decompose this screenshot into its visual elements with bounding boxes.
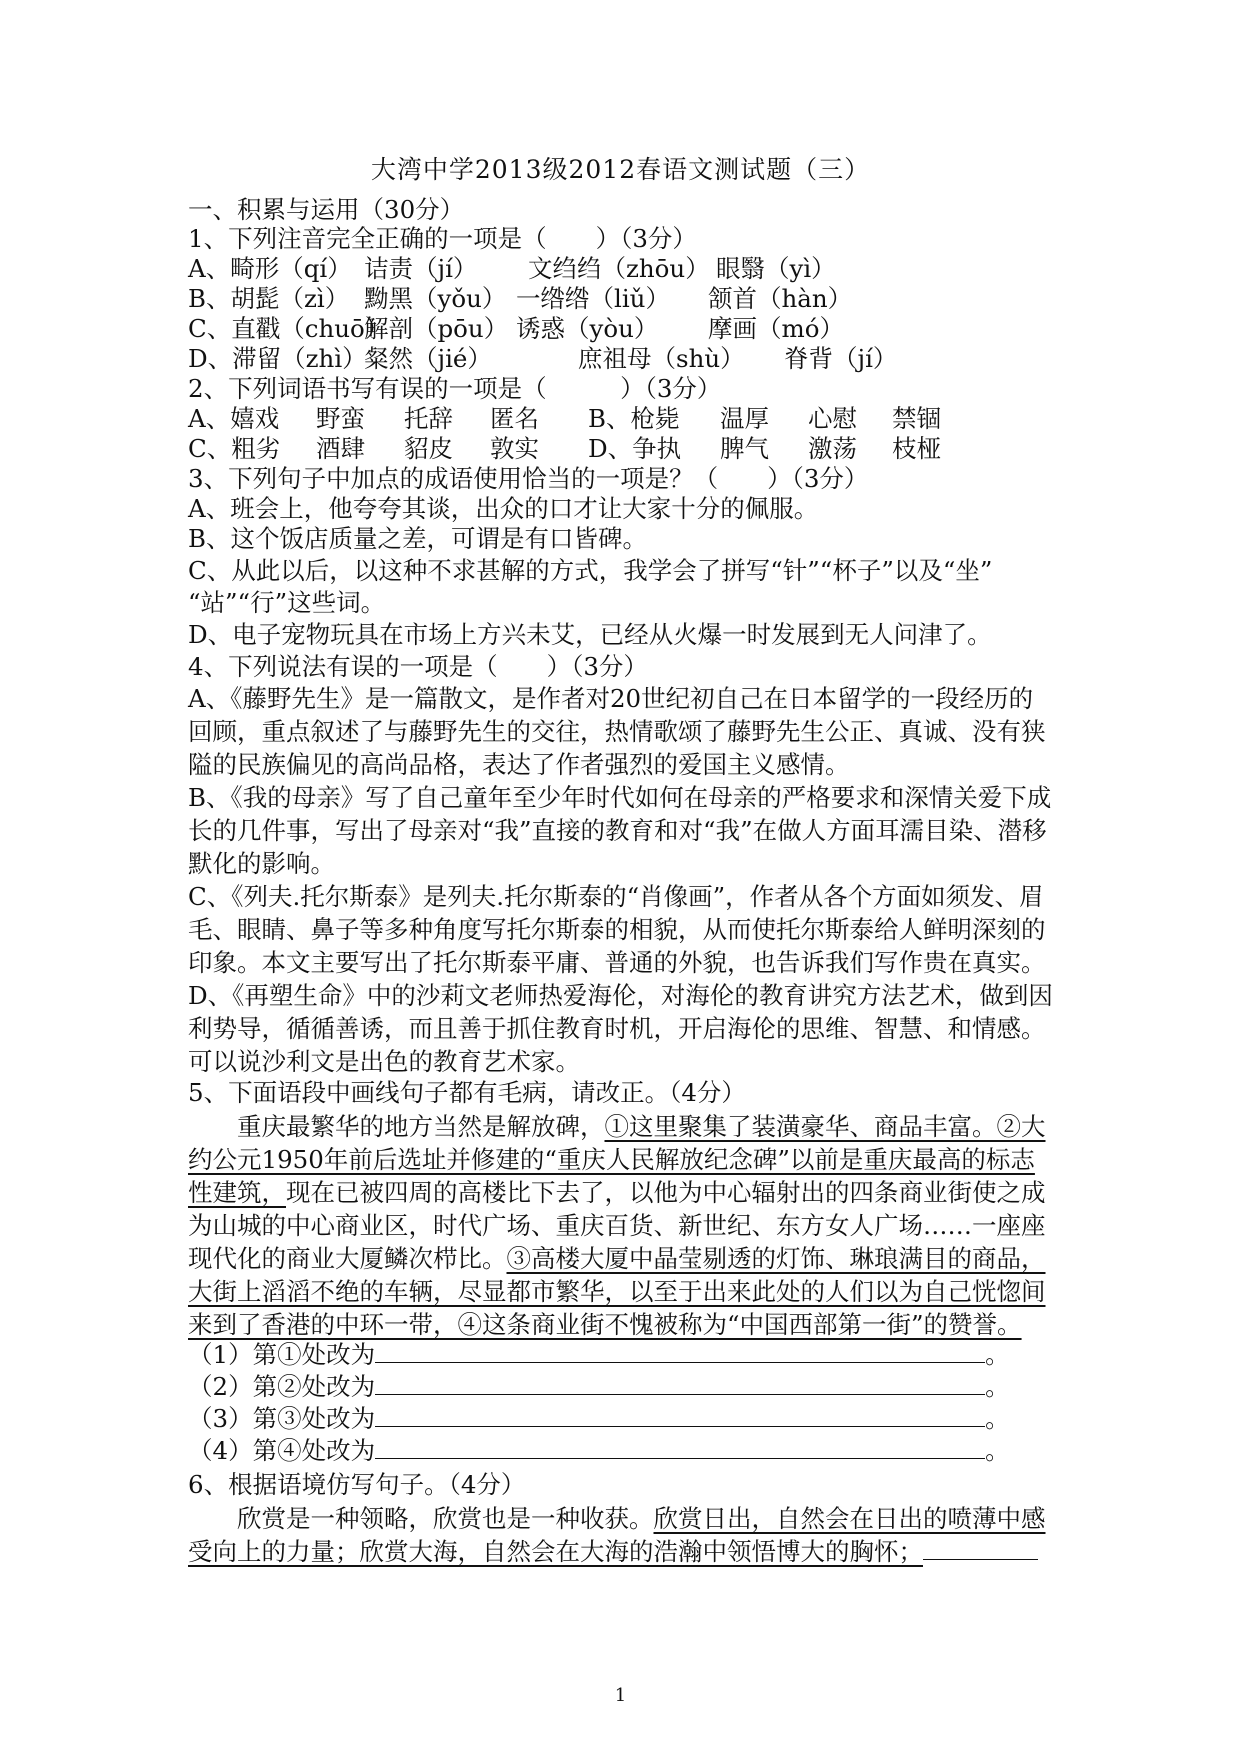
q6-stem: 6、根据语境仿写句子。（4分） <box>188 1470 526 1499</box>
q1-cell: 解剖（pōu） <box>364 314 509 343</box>
answer-end: 。 <box>985 1436 1010 1465</box>
answer-blank[interactable] <box>375 1340 985 1363</box>
q5-answer-1 <box>188 1340 1010 1370</box>
answer-label: （3）第③处改为 <box>188 1404 376 1433</box>
q4-option-c: C、《列夫.托尔斯泰》是列夫.托尔斯泰的“肖像画”，作者从各个方面如须发、眉毛、眼睛、鼻子等多种角度写托尔斯泰的相貌，从而使托尔斯泰给人鲜明深刻的印象。本文主要写出了托尔斯泰平庸、普通的外貌，也告诉我们写作贵在真实。 <box>188 882 1046 977</box>
q5-sentence-2: ②大约公元1950年前后选址并修建的“重庆人民解放纪念碑”以前是重庆最高的标志性建筑， <box>188 1112 1046 1207</box>
page-title: 大湾中学2013级2012春语文测试题（三） <box>370 155 871 184</box>
q5-passage <box>188 1110 1056 1341</box>
q1-cell: C、直戳（chuō） <box>188 314 390 343</box>
q2-cell: C、粗劣 <box>188 434 281 463</box>
q3-stem: 3、下列句子中加点的成语使用恰当的一项是？（ ）（3分） <box>188 464 869 493</box>
q1-cell: 诘责（jí） <box>364 254 478 283</box>
answer-end: 。 <box>985 1340 1010 1369</box>
q1-cell: 文绉绉（zhōu） <box>528 254 710 283</box>
q1-cell: D、滞留（zhì） <box>188 344 367 373</box>
q2-cell: 敦实 <box>490 434 539 463</box>
q5-answer-2 <box>188 1372 1010 1402</box>
answer-blank[interactable] <box>375 1404 985 1427</box>
q2-cell: 心慰 <box>808 404 857 433</box>
q1-cell: 诱惑（yòu） <box>516 314 659 343</box>
answer-label: （2）第②处改为 <box>188 1372 376 1401</box>
q1-cell: B、胡髭（zì） <box>188 284 350 313</box>
q1-cell: 黝黑（yǒu） <box>364 284 507 313</box>
q2-cell: 貂皮 <box>404 434 453 463</box>
q2-cell: 温厚 <box>720 404 769 433</box>
q6-answer-blank[interactable] <box>923 1541 1038 1560</box>
q1-cell: A、畸形（qí） <box>188 254 352 283</box>
q3-option-c-cont: “站”“行”这些词。 <box>188 588 386 617</box>
q2-cell: 激荡 <box>808 434 857 463</box>
q2-cell: 匿名 <box>490 404 539 433</box>
q1-cell: 粲然（jié） <box>364 344 492 373</box>
q6-passage <box>188 1502 1056 1568</box>
q6-example-sentence: 欣赏日出，自然会在日出的喷薄中感受向上的力量；欣赏大海，自然会在大海的浩瀚中领悟博大的胸怀； <box>188 1504 1046 1566</box>
q4-option-b: B、《我的母亲》写了自己童年至少年时代如何在母亲的严格要求和深情关爱下成长的几件事，写出了母亲对“我”直接的教育和对“我”在做人方面耳濡目染、潜移默化的影响。 <box>188 783 1052 878</box>
q2-cell: 野蛮 <box>316 404 365 433</box>
q5-stem: 5、下面语段中画线句子都有毛病，请改正。（4分） <box>188 1078 746 1107</box>
q1-cell: 庶祖母（shù） <box>578 344 745 373</box>
q6-passage-text: 欣赏是一种领略，欣赏也是一种收获。 <box>188 1504 654 1533</box>
answer-label: （4）第④处改为 <box>188 1436 376 1465</box>
q2-cell: 脾气 <box>720 434 769 463</box>
q2-cell: 枝桠 <box>892 434 941 463</box>
q3-option-b: B、这个饭店质量之差，可谓是有口皆碑。 <box>188 524 648 553</box>
q1-cell: 颔首（hàn） <box>708 284 853 313</box>
q5-sentence-1: ①这里聚集了装潢豪华、商品丰富。 <box>604 1112 997 1141</box>
q4-option-d: D、《再塑生命》中的沙莉文老师热爱海伦，对海伦的教育讲究方法艺术，做到因利势导，循循善诱，而且善于抓住教育时机，开启海伦的思维、智慧、和情感。可以说沙利文是出色的教育艺术家。 <box>188 981 1053 1076</box>
q2-stem: 2、下列词语书写有误的一项是（ ）（3分） <box>188 374 722 403</box>
answer-blank[interactable] <box>375 1372 985 1395</box>
q4-stem: 4、下列说法有误的一项是（ ）（3分） <box>188 652 648 681</box>
q1-cell: 摩画（mó） <box>708 314 844 343</box>
q4-option-a: A、《藤野先生》是一篇散文，是作者对20世纪初自己在日本留学的一段经历的回顾，重点叙述了与藤野先生的交往，热情歌颂了藤野先生公正、真诚、没有狭隘的民族偏见的高尚品格，表达了作者强烈的爱国主义感情。 <box>188 684 1046 779</box>
q5-answer-3 <box>188 1404 1010 1434</box>
q1-cell: 眼翳（yì） <box>716 254 836 283</box>
q2-cell: A、嬉戏 <box>188 404 280 433</box>
q5-sentence-4: ④这条商业街不愧被称为“中国西部第一街”的赞誉。 <box>457 1310 1022 1339</box>
q5-sentence-3: ③高楼大厦中晶莹剔透的灯饰、琳琅满目的商品，大街上滔滔不绝的车辆，尽显都市繁华，以至于出来此处的人们以为自己恍惚间来到了香港的中环一带， <box>188 1244 1046 1339</box>
q2-cell: D、争执 <box>588 434 682 463</box>
q5-answer-4 <box>188 1436 1010 1466</box>
q2-cell: B、枪毙 <box>588 404 680 433</box>
section-heading: 一、积累与运用（30分） <box>188 195 465 224</box>
q1-cell: 一绺绺（liǔ） <box>516 284 670 313</box>
q2-cell: 托辞 <box>404 404 453 433</box>
q2-cell: 禁锢 <box>892 404 941 433</box>
q2-cell: 酒肆 <box>316 434 365 463</box>
answer-label: （1）第①处改为 <box>188 1340 376 1369</box>
q1-stem: 1、下列注音完全正确的一项是（ ）（3分） <box>188 224 697 253</box>
answer-end: 。 <box>985 1372 1010 1401</box>
page-number: 1 <box>614 1685 627 1706</box>
answer-blank[interactable] <box>375 1436 985 1459</box>
q3-option-a: A、班会上，他夸夸其谈，出众的口才让大家十分的佩服。 <box>188 494 819 523</box>
q3-option-d: D、电子宠物玩具在市场上方兴未艾，已经从火爆一时发展到无人问津了。 <box>188 620 992 649</box>
q1-cell: 脊背（jí） <box>784 344 898 373</box>
answer-end: 。 <box>985 1404 1010 1433</box>
q5-passage-text: 现在已被四周的高楼比下去了，以他为中心辐射出的四条商业街使之成为山城的中心商业区，时代广场、重庆百货、新世纪、东方女人广场……一座座现代化的商业大厦鳞次栉比。 <box>188 1178 1046 1273</box>
q5-passage-text: 重庆最繁华的地方当然是解放碑， <box>188 1112 605 1141</box>
q3-option-c: C、从此以后，以这种不求甚解的方式，我学会了拼写“针”“杯子”以及“坐” <box>188 556 993 585</box>
